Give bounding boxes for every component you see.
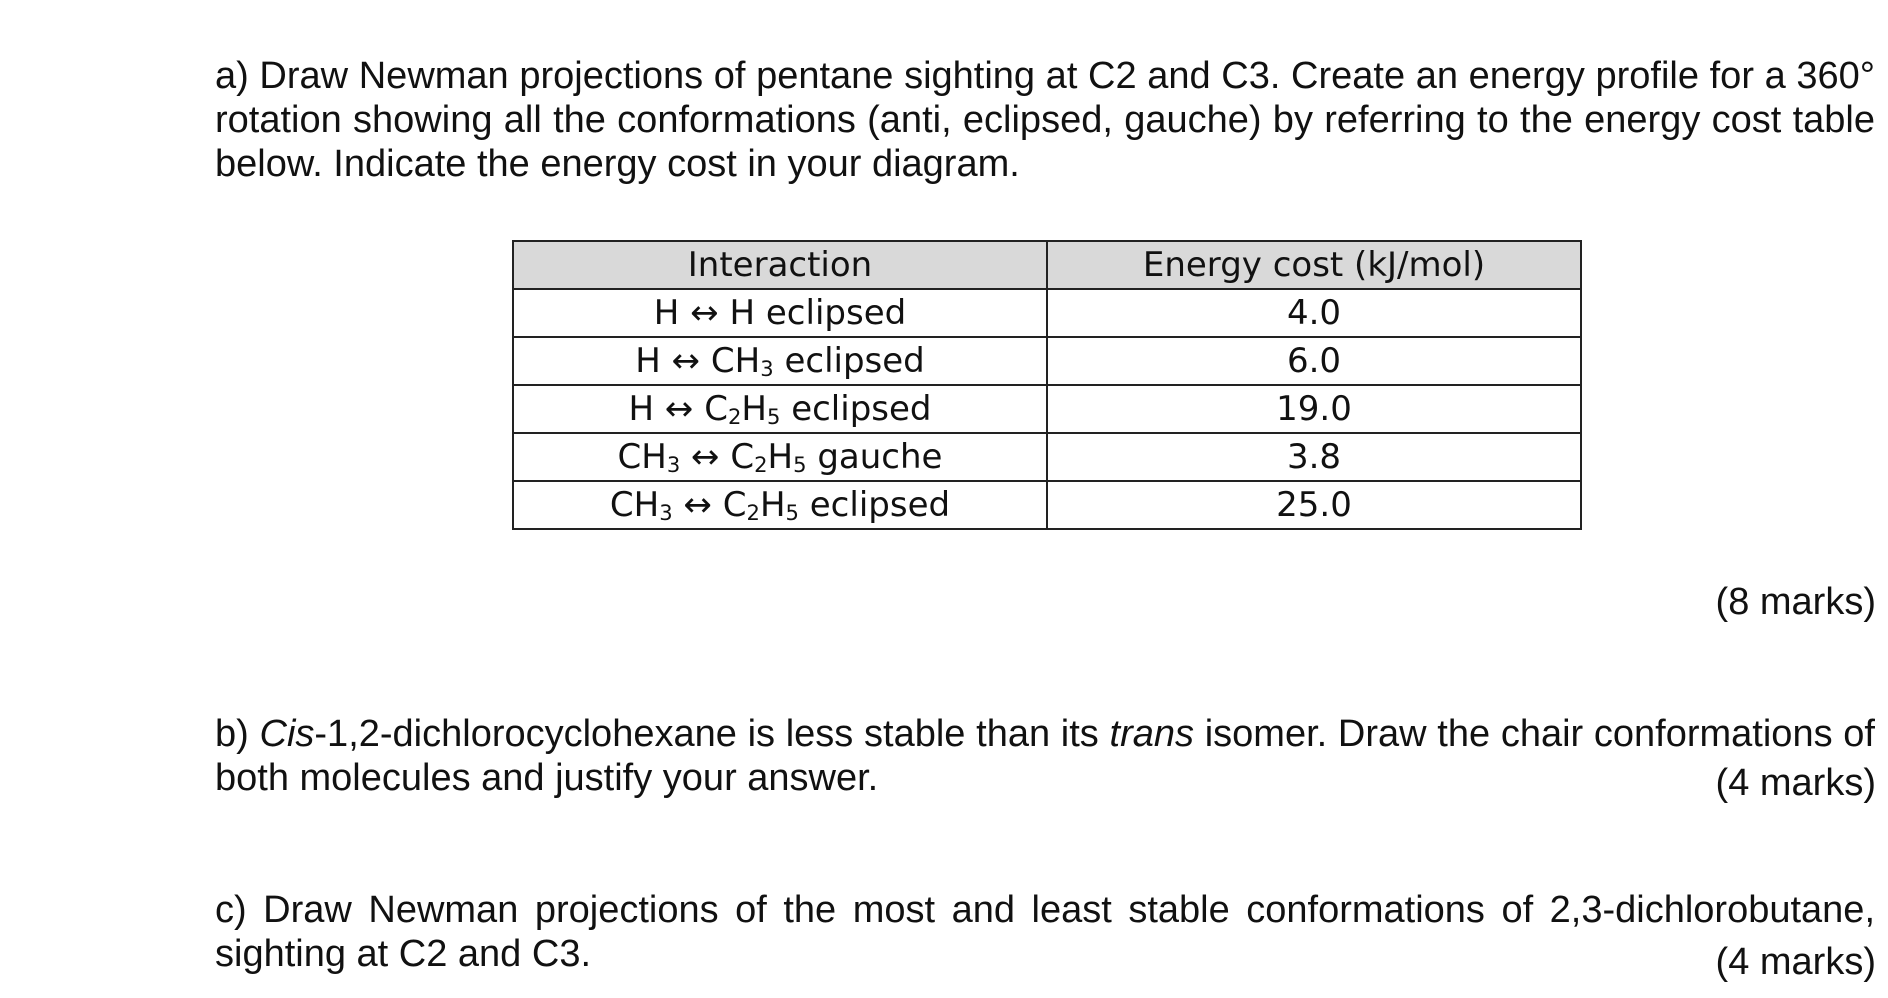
double-arrow-icon: ↔: [664, 389, 694, 429]
subscript: 2: [754, 452, 768, 478]
double-arrow-icon: ↔: [691, 437, 720, 477]
group-right: C: [730, 437, 755, 477]
table-header-row: [513, 241, 1581, 289]
group-right-tail: H: [759, 485, 786, 525]
interaction-type: eclipsed: [791, 389, 932, 429]
table-row: [513, 337, 1581, 385]
question-a-marks: (8 marks): [1715, 581, 1876, 623]
header-interaction: Interaction: [513, 241, 1047, 289]
energy-cell: 19.0: [1047, 385, 1581, 433]
double-arrow-icon: ↔: [671, 341, 701, 381]
interaction-type: eclipsed: [784, 341, 925, 381]
energy-cost-table: [512, 240, 1582, 530]
table-row: [513, 289, 1581, 337]
table-row: [513, 481, 1581, 529]
energy-cost-table-container: [512, 240, 1582, 530]
question-c-text: c) Draw Newman projections of the most and least stable conformations of 2,3-dichlorobutane, sighting at C2 and C3.: [215, 889, 1875, 975]
subscript: 2: [727, 404, 742, 430]
energy-cell: 4.0: [1047, 289, 1581, 337]
interaction-cell: [513, 385, 1047, 433]
double-arrow-icon: ↔: [683, 485, 712, 525]
energy-cell: 25.0: [1047, 481, 1581, 529]
question-b-text: [215, 712, 1875, 800]
interaction-type: eclipsed: [765, 293, 907, 333]
subscript: 5: [766, 404, 781, 430]
interaction-type: gauche: [817, 437, 943, 477]
subscript: 3: [760, 356, 774, 382]
group-right-tail: H: [767, 437, 794, 477]
group-left: CH: [617, 437, 667, 477]
energy-cell: 3.8: [1047, 433, 1581, 481]
group-left: H: [635, 341, 661, 381]
question-b-mid: -1,2-dichlorocyclohexane is less stable than its: [314, 713, 1110, 755]
table-row: [513, 433, 1581, 481]
question-b-prefix: b): [215, 713, 260, 755]
subscript: 5: [785, 500, 799, 526]
question-b-suffix: isomer. Draw the chair conformations of both molecules and justify your answer.: [215, 713, 1875, 799]
interaction-cell: [513, 433, 1047, 481]
group-right: C: [704, 389, 728, 429]
interaction-cell: [513, 337, 1047, 385]
subscript: 5: [793, 452, 807, 478]
question-c-marks: (4 marks): [1715, 941, 1876, 983]
interaction-cell: [513, 481, 1047, 529]
header-energy-cost: Energy cost (kJ/mol): [1047, 241, 1581, 289]
interaction-cell: [513, 289, 1047, 337]
group-left: CH: [609, 485, 660, 525]
group-left: H: [653, 293, 680, 333]
energy-cell: 6.0: [1047, 337, 1581, 385]
double-arrow-icon: ↔: [690, 293, 719, 333]
group-right: C: [722, 485, 747, 525]
question-a-text: a) Draw Newman projections of pentane sighting at C2 and C3. Create an energy profile for a 360° rotation showing all the conformations (anti, eclipsed, gauche) by referring to the energy cost table below. Indicate the energy cost in your diagram.: [215, 55, 1875, 185]
group-right: H: [729, 293, 756, 333]
interaction-type: eclipsed: [809, 485, 951, 525]
question-b-marks: (4 marks): [1715, 762, 1876, 804]
group-left: H: [628, 389, 655, 429]
table-row: [513, 385, 1581, 433]
subscript: 2: [746, 500, 760, 526]
group-right-tail: H: [741, 389, 767, 429]
group-right: CH: [710, 341, 761, 381]
subscript: 3: [666, 452, 681, 478]
italic-trans: trans: [1109, 713, 1194, 755]
italic-cis: Cis: [259, 713, 315, 755]
subscript: 3: [659, 500, 673, 526]
